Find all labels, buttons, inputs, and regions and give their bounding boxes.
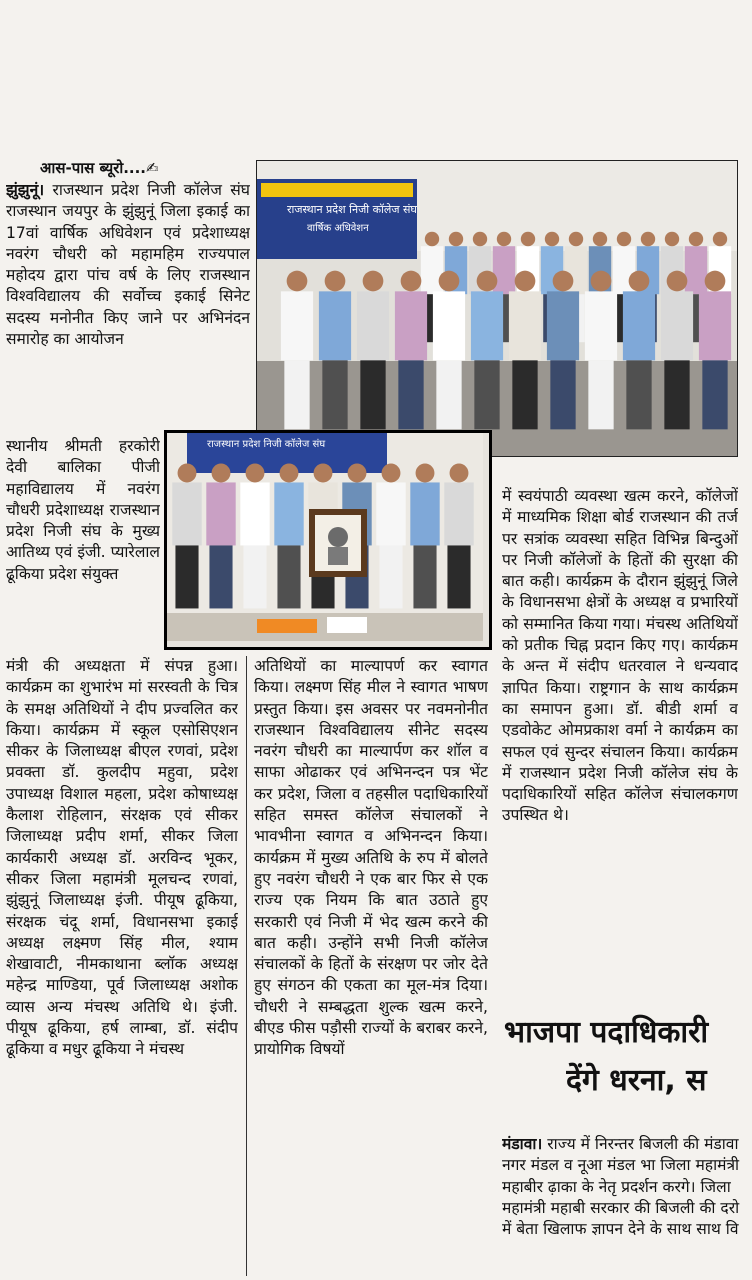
photo1-banner-text: राजस्थान प्रदेश निजी कॉलेज संघ [287, 203, 417, 216]
group-photo [256, 160, 738, 457]
photo2-banner-text: राजस्थान प्रदेश निजी कॉलेज संघ [207, 439, 326, 450]
second-story-headline-2: देंगे धरना, स [566, 1063, 707, 1098]
article-paragraph-5: में स्वयंपाठी व्यवस्था खत्म करने, कॉलेजों में माध्यमिक शिक्षा बोर्ड राजस्थान की तर्ज पर सत्रांक व्यवस्था सहित विभिन्न बिन्दुओं पर निजी कॉलेजों के हितों की सुरक्षा की बात कही। कार्यक्रम के दौरान झुंझुनूं जिले के विधानसभा क्षेत्रों के अध्यक्ष व प्रभारियों को सम्मानित किया गया। मंचस्थ अतिथियों को प्रतीक चिह्न प्रदान किए गए। कार्यक्रम के अन्त में संदीप धतरवाल ने धन्यवाद ज्ञापित किया। राष्ट्रगान के साथ कार्यक्रम का समापन हुआ। डॉ. बीडी शर्मा व एडवोकेट ओमप्रकाश वर्मा ने कार्यक्रम का सफल एवं सुन्दर संचालन किया। कार्यक्रम में राजस्थान प्रदेश निजी कॉलेज संघ के पदाधिकारियों सहित कॉलेज संचालकगण उपस्थित थे। [502, 487, 738, 825]
column-divider [246, 656, 247, 1276]
column-1-narrow [6, 436, 160, 658]
column-2 [254, 656, 488, 1274]
byline: आस-पास ब्यूरो....✍ [40, 159, 159, 177]
presentation-photo-image [167, 433, 483, 641]
second-story-body [502, 1134, 752, 1276]
second-story-headline-1: भाजपा पदाधिकारी [504, 1015, 709, 1050]
photo1-banner-subtext: वार्षिक अधिवेशन [307, 223, 369, 234]
article-paragraph-3: मंत्री की अध्यक्षता में संपन्न हुआ। कार्यक्रम का शुभारंभ मां सरस्वती के चित्र के समक्ष अतिथियों ने दीप प्रज्वलित कर किया। कार्यक्रम में स्कूल एसोसिएशन सीकर के जिलाध्यक्ष बीएल रणवां, प्रदेश प्रवक्ता डॉ. कुलदीप महुवा, प्रदेश उपाध्यक्ष विशाल महला, प्रदेश कोषाध्यक्ष कैलाश रोहिलान, संरक्षक एवं सीकर जिलाध्यक्ष प्रदीप शर्मा, सीकर जिला कार्यकारी अध्यक्ष डॉ. अरविन्द भूकर, सीकर जिला महामंत्री मूलचन्द रणवां, झुंझुनूं जिलाध्यक्ष इंजी. पीयूष ढूकिया, संरक्षक चंदू शर्मा, विधानसभा इकाई अध्यक्ष लक्ष्मण सिंह मील, श्याम शेखावाटी, नीमकाथाना ब्लॉक अध्यक्ष महेन्द्र माण्डिया, पूर्व जिलाध्यक्ष अशोक व्यास अन्य मंचस्थ अतिथि थे। इंजी. पीयूष ढूकिया, हर्ष लाम्बा, डॉ. संदीप ढूकिया व मधुर ढूकिया ने मंचस्थ [6, 657, 238, 1059]
group-photo-image [257, 161, 737, 456]
column-3 [502, 486, 738, 1006]
second-story-text: राज्य में निरन्तर बिजली की मंडावा नगर मंडल व नूआ मंडल भा जिला महामंत्री महाबीर ढ़ाका के नेतृ प्रदर्शन करगे। जिला महामंत्री महाबी सरकार की बिजली की दरो में बेता खिलाफ ज्ञापन देने के साथ साथ वि [502, 1135, 740, 1239]
article-paragraph-4: अतिथियों का माल्यापर्ण कर स्वागत किया। लक्ष्मण सिंह मील ने स्वागत भाषण प्रस्तुत किया। इस अवसर पर नवमनोनीत राजस्थान विश्वविद्यालय सीनेट सदस्य नवरंग चौधरी का माल्यार्पण कर शॉल व साफा ओढाकर एवं अभिनन्दन पत्र भेंट कर प्रदेश, जिला व तहसील पदाधिकारियों सहित समस्त कॉलेज संचालकों ने भावभीना स्वागत व अभिनन्दन किया। कार्यक्रम में मुख्य अतिथि के रुप में बोलते हुए नवरंग चौधरी ने एक बार फिर से एक राज्य एक नियम कि बात उठाते हुए सरकारी एवं निजी में भेद खत्म करने की बात कही। उन्होंने सभी निजी कॉलेज संचालकों के हितों के संरक्षण पर जोर देते हुए संगठन की एकता का मूल-मंत्र दिया। चौधरी ने सम्बद्धता शुल्क खत्म करने, बीएड फीस पड़ौसी राज्यों के बराबर करने, प्रायोगिक विषयों [254, 657, 488, 1059]
article-paragraph-2: स्थानीय श्रीमती हरकोरी देवी बालिका पीजी महाविद्यालय में नवरंग चौधरी प्रदेशाध्यक्ष राजस्थान प्रदेश निजी संघ के मुख्य आतिथ्य एवं इंजी. प्यारेलाल ढूकिया प्रदेश संयुक्त [6, 437, 160, 583]
presentation-photo [164, 430, 492, 650]
second-story-dateline: मंडावा। [502, 1135, 543, 1153]
column-1-bottom [6, 656, 238, 1274]
dateline: झुंझुनूं। [6, 181, 45, 199]
column-1-top [6, 180, 250, 435]
article-paragraph-1: राजस्थान प्रदेश निजी कॉलेज संघ राजस्थान जयपुर के झुंझुनूं जिला इकाई का 17वां वार्षिक अधिवेशन एवं प्रदेशाध्यक्ष नवरंग चौधरी को महामहिम राज्यपाल महोदय द्वारा पांच वर्ष के लिए राजस्थान विश्वविद्यालय की सर्वोच्च इकाई सिनेट सदस्य मनोनीत किए जाने पर अभिनंदन समारोह का आयोजन [6, 181, 250, 349]
